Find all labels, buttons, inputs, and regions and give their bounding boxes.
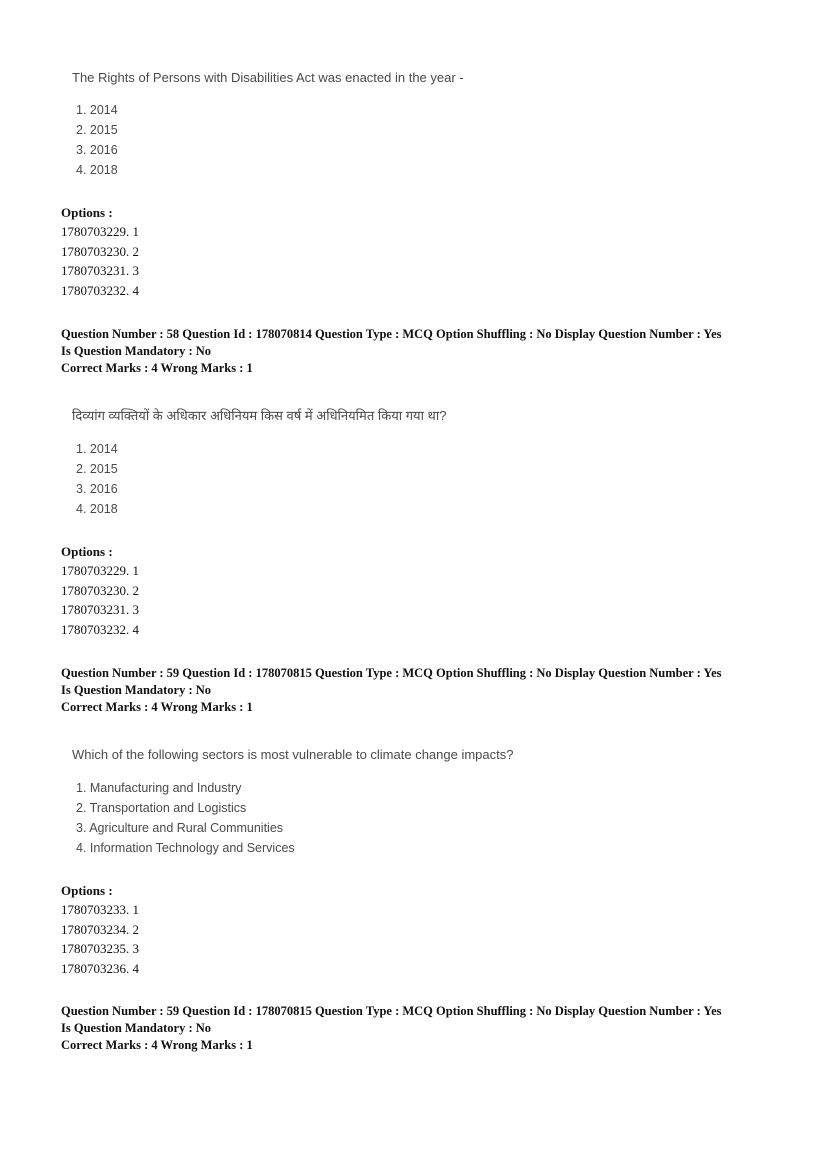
- choice-item: 3. Agriculture and Rural Communities: [76, 821, 284, 835]
- question-image: [72, 408, 792, 519]
- option-item: 1780703232. 4: [61, 282, 139, 298]
- options-block: [61, 543, 139, 639]
- mandatory-line: Is Question Mandatory : No: [61, 683, 212, 697]
- option-item: 1780703229. 1: [61, 224, 139, 239]
- option-item: 1780703230. 2: [61, 582, 139, 598]
- question-meta: [61, 326, 781, 377]
- choice-item: 1. 2014: [76, 442, 118, 456]
- choice-item: 3. 2016: [76, 143, 118, 157]
- choice-item: 3. 2016: [76, 482, 118, 496]
- options-title: Options :: [61, 544, 113, 559]
- question-text: The Rights of Persons with Disabilities Act was enacted in the year -: [72, 70, 464, 85]
- option-item: 1780703234. 2: [61, 921, 139, 937]
- question-meta: [61, 665, 781, 716]
- choice-item: 4. 2018: [76, 163, 118, 177]
- question-choices: [72, 778, 792, 858]
- option-item: 1780703232. 4: [61, 621, 139, 637]
- options-block: [61, 882, 139, 978]
- question-meta-line: Question Number : 59 Question Id : 178070815 Question Type : MCQ Option Shuffling : No Display Question Number : Yes: [61, 1004, 722, 1018]
- options-list: [61, 900, 139, 978]
- question-meta-line: Question Number : 59 Question Id : 178070815 Question Type : MCQ Option Shuffling : No Display Question Number : Yes: [61, 666, 722, 680]
- question-choices: [72, 439, 792, 519]
- marks-line: Correct Marks : 4 Wrong Marks : 1: [61, 361, 253, 375]
- options-list: [61, 561, 139, 639]
- question-meta-line: Question Number : 58 Question Id : 178070814 Question Type : MCQ Option Shuffling : No Display Question Number : Yes: [61, 327, 722, 341]
- mandatory-line: Is Question Mandatory : No: [61, 1021, 212, 1035]
- option-item: 1780703231. 3: [61, 263, 139, 278]
- option-item: 1780703230. 2: [61, 243, 139, 259]
- mandatory-line: Is Question Mandatory : No: [61, 344, 212, 358]
- options-title: Options :: [61, 883, 113, 898]
- options-list: [61, 222, 139, 300]
- choice-item: 2. 2015: [76, 462, 118, 476]
- question-image: [72, 70, 792, 180]
- question-image: [72, 747, 792, 858]
- marks-line: Correct Marks : 4 Wrong Marks : 1: [61, 1038, 253, 1052]
- choice-item: 1. 2014: [76, 103, 118, 117]
- choice-item: 2. 2015: [76, 123, 118, 137]
- option-item: 1780703233. 1: [61, 902, 139, 917]
- option-item: 1780703235. 3: [61, 941, 139, 956]
- options-title: Options :: [61, 205, 113, 220]
- option-item: 1780703229. 1: [61, 563, 139, 578]
- option-item: 1780703236. 4: [61, 960, 139, 976]
- question-meta: [61, 1003, 781, 1054]
- marks-line: Correct Marks : 4 Wrong Marks : 1: [61, 700, 253, 714]
- options-block: [61, 204, 139, 300]
- option-item: 1780703231. 3: [61, 602, 139, 617]
- choice-item: 1. Manufacturing and Industry: [76, 781, 242, 795]
- question-choices: [72, 100, 792, 180]
- question-text: Which of the following sectors is most vulnerable to climate change impacts?: [72, 747, 514, 762]
- choice-item: 2. Transportation and Logistics: [76, 801, 247, 815]
- choice-item: 4. 2018: [76, 502, 118, 516]
- choice-item: 4. Information Technology and Services: [76, 841, 295, 855]
- question-text: दिव्यांग व्यक्तियों के अधिकार अधिनियम किस वर्ष में अधिनियमित किया गया था?: [72, 408, 447, 423]
